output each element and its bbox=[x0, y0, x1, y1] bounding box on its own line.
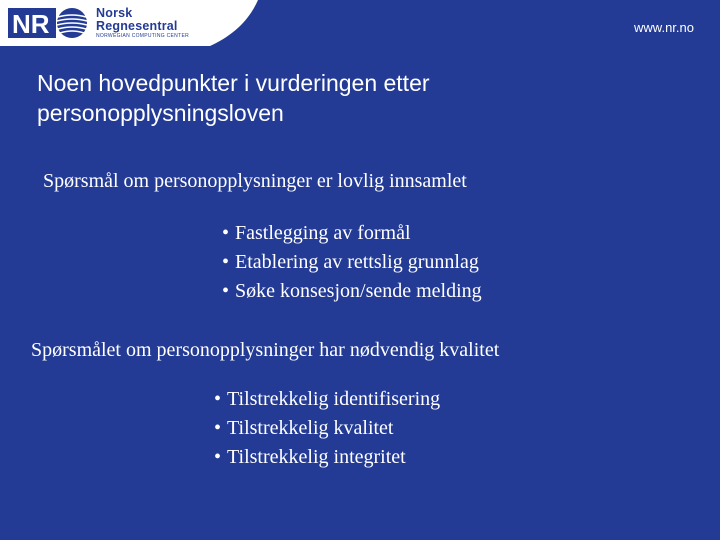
list-item bbox=[222, 219, 482, 248]
bullet-icon: • bbox=[214, 417, 222, 439]
bullet-icon: • bbox=[222, 280, 230, 302]
logo-letters: NR bbox=[12, 9, 50, 39]
list-item-text: Tilstrekkelig integritet bbox=[227, 446, 406, 468]
list-item-text: Fastlegging av formål bbox=[235, 222, 411, 244]
bullet-icon: • bbox=[222, 251, 230, 273]
bullet-list-1 bbox=[222, 219, 482, 306]
list-item-text: Tilstrekkelig kvalitet bbox=[227, 417, 394, 439]
slide-title-line1: Noen hovedpunkter i vurderingen etter bbox=[37, 70, 430, 96]
list-item-text: Tilstrekkelig identifisering bbox=[227, 388, 441, 410]
list-item bbox=[214, 414, 440, 443]
list-item bbox=[214, 385, 440, 414]
slide-title-line2: personopplysningsloven bbox=[37, 100, 284, 126]
list-item-text: Søke konsesjon/sende melding bbox=[235, 280, 482, 302]
nr-logo-mark bbox=[8, 6, 88, 40]
bullet-icon: • bbox=[222, 222, 230, 244]
brand-text bbox=[96, 7, 189, 39]
bullet-icon: • bbox=[214, 446, 222, 468]
list-item-text: Etablering av rettslig grunnlag bbox=[235, 251, 479, 273]
slide-title bbox=[37, 68, 597, 128]
globe-icon bbox=[8, 6, 88, 40]
bullet-icon: • bbox=[214, 388, 222, 410]
brand-tagline: NORWEGIAN COMPUTING CENTER bbox=[96, 33, 189, 39]
section-heading-2: Spørsmålet om personopplysninger har nødvendig kvalitet bbox=[31, 339, 500, 361]
website-url: www.nr.no bbox=[634, 20, 694, 35]
list-item bbox=[214, 443, 440, 472]
list-item bbox=[222, 248, 482, 277]
bullet-list-2 bbox=[214, 385, 440, 472]
section-heading-1: Spørsmål om personopplysninger er lovlig innsamlet bbox=[43, 170, 467, 192]
brand-name-line2: Regnesentral bbox=[96, 18, 178, 33]
logo bbox=[8, 6, 189, 40]
brand-name-line1: Norsk bbox=[96, 6, 133, 20]
list-item bbox=[222, 277, 482, 306]
